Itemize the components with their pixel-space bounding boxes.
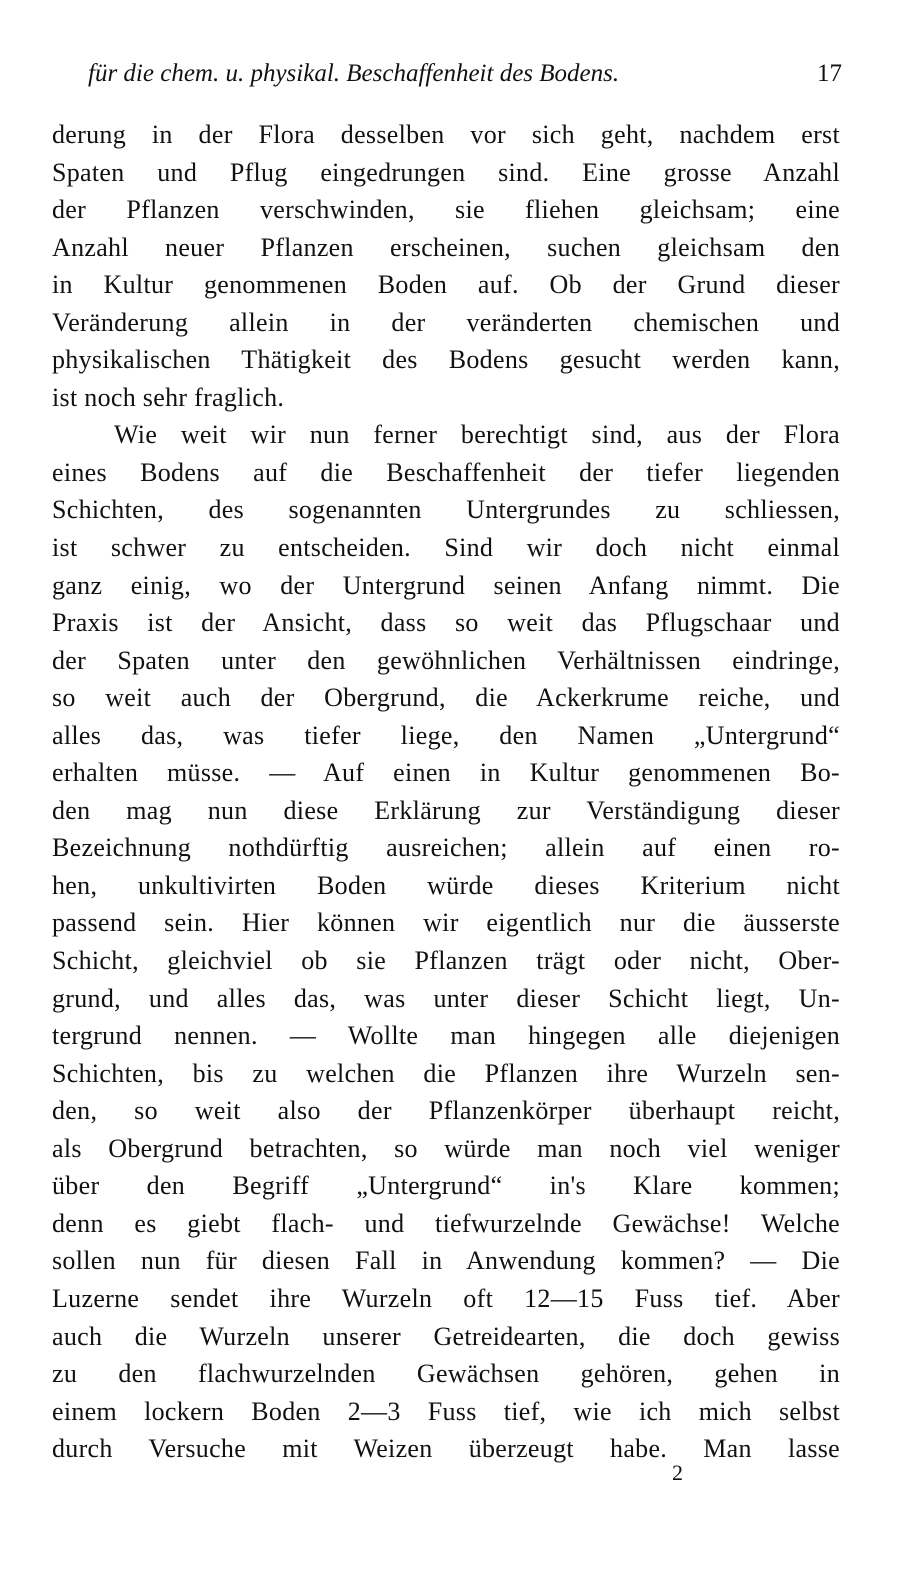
text-line: der Pflanzen verschwinden, sie fliehen gleichsam; eine: [52, 195, 840, 225]
running-head: [80, 52, 850, 96]
text-line: Luzerne sendet ihre Wurzeln oft 12—15 Fuss tief. Aber: [52, 1283, 840, 1313]
text-line: grund, und alles das, was unter dieser Schicht liegt, Un-: [52, 983, 840, 1013]
text-line: einem lockern Boden 2—3 Fuss tief, wie ich mich selbst: [52, 1396, 840, 1426]
text-line: Schichten, bis zu welchen die Pflanzen ihre Wurzeln sen-: [52, 1058, 840, 1088]
text-line: passend sein. Hier können wir eigentlich nur die äusserste: [52, 908, 840, 938]
text-line: Schicht, gleichviel ob sie Pflanzen trägt oder nicht, Ober-: [52, 946, 840, 976]
text-line: in Kultur genommenen Boden auf. Ob der Grund dieser: [52, 270, 840, 300]
paragraph-2: [52, 416, 840, 1467]
text-line: auch die Wurzeln unserer Getreidearten, die doch gewiss: [52, 1321, 840, 1351]
text-line: physikalischen Thätigkeit des Bodens gesucht werden kann,: [52, 345, 840, 375]
text-line: derung in der Flora desselben vor sich geht, nachdem erst: [52, 120, 840, 149]
body-text: [52, 116, 840, 1468]
text-line: so weit auch der Obergrund, die Ackerkrume reiche, und: [52, 683, 840, 713]
page-number: 17: [817, 60, 842, 87]
text-line: Spaten und Pflug eingedrungen sind. Eine grosse Anzahl: [52, 157, 840, 187]
text-line: Anzahl neuer Pflanzen erscheinen, suchen gleichsam den: [52, 232, 840, 262]
text-line: tergrund nennen. — Wollte man hingegen alle diejenigen: [52, 1021, 840, 1051]
text-line: alles das, was tiefer liege, den Namen „Untergrund“: [52, 720, 840, 750]
text-line: eines Bodens auf die Beschaffenheit der tiefer liegenden: [52, 457, 840, 487]
text-line: Veränderung allein in der veränderten chemischen und: [52, 307, 840, 337]
text-line: denn es giebt flach- und tiefwurzelnde Gewächse! Welche: [52, 1208, 840, 1238]
text-line: ist schwer zu entscheiden. Sind wir doch nicht einmal: [52, 533, 840, 563]
signature-mark: 2: [672, 1460, 683, 1485]
text-line: zu den flachwurzelnden Gewächsen gehören, gehen in: [52, 1359, 840, 1389]
text-line: der Spaten unter den gewöhnlichen Verhältnissen eindringe,: [52, 645, 840, 675]
text-line: den, so weit also der Pflanzenkörper überhaupt reicht,: [52, 1096, 840, 1126]
text-line: Schichten, des sogenannten Untergrundes zu schliessen,: [52, 495, 840, 525]
text-line: Bezeichnung nothdürftig ausreichen; allein auf einen ro-: [52, 833, 840, 863]
text-line: ganz einig, wo der Untergrund seinen Anfang nimmt. Die: [52, 570, 840, 600]
paragraph-1: [52, 116, 840, 416]
text-line: hen, unkultivirten Boden würde dieses Kriterium nicht: [52, 870, 840, 900]
text-line: durch Versuche mit Weizen überzeugt habe. Man lasse: [52, 1434, 840, 1464]
text-line: als Obergrund betrachten, so würde man noch viel weniger: [52, 1133, 840, 1163]
text-line: über den Begriff „Untergrund“ in's Klare kommen;: [52, 1171, 840, 1201]
text-line: sollen nun für diesen Fall in Anwendung kommen? — Die: [52, 1246, 840, 1276]
text-line: den mag nun diese Erklärung zur Verständigung dieser: [52, 795, 840, 825]
running-title: für die chem. u. physikal. Beschaffenheit des Bodens.: [88, 60, 620, 87]
text-line: erhalten müsse. — Auf einen in Kultur genommenen Bo-: [52, 758, 840, 788]
text-line: Wie weit wir nun ferner berechtigt sind, aus der Flora: [114, 420, 840, 450]
text-line: Praxis ist der Ansicht, dass so weit das Pflugschaar und: [52, 608, 840, 638]
text-line: ist noch sehr fraglich.: [52, 382, 285, 412]
